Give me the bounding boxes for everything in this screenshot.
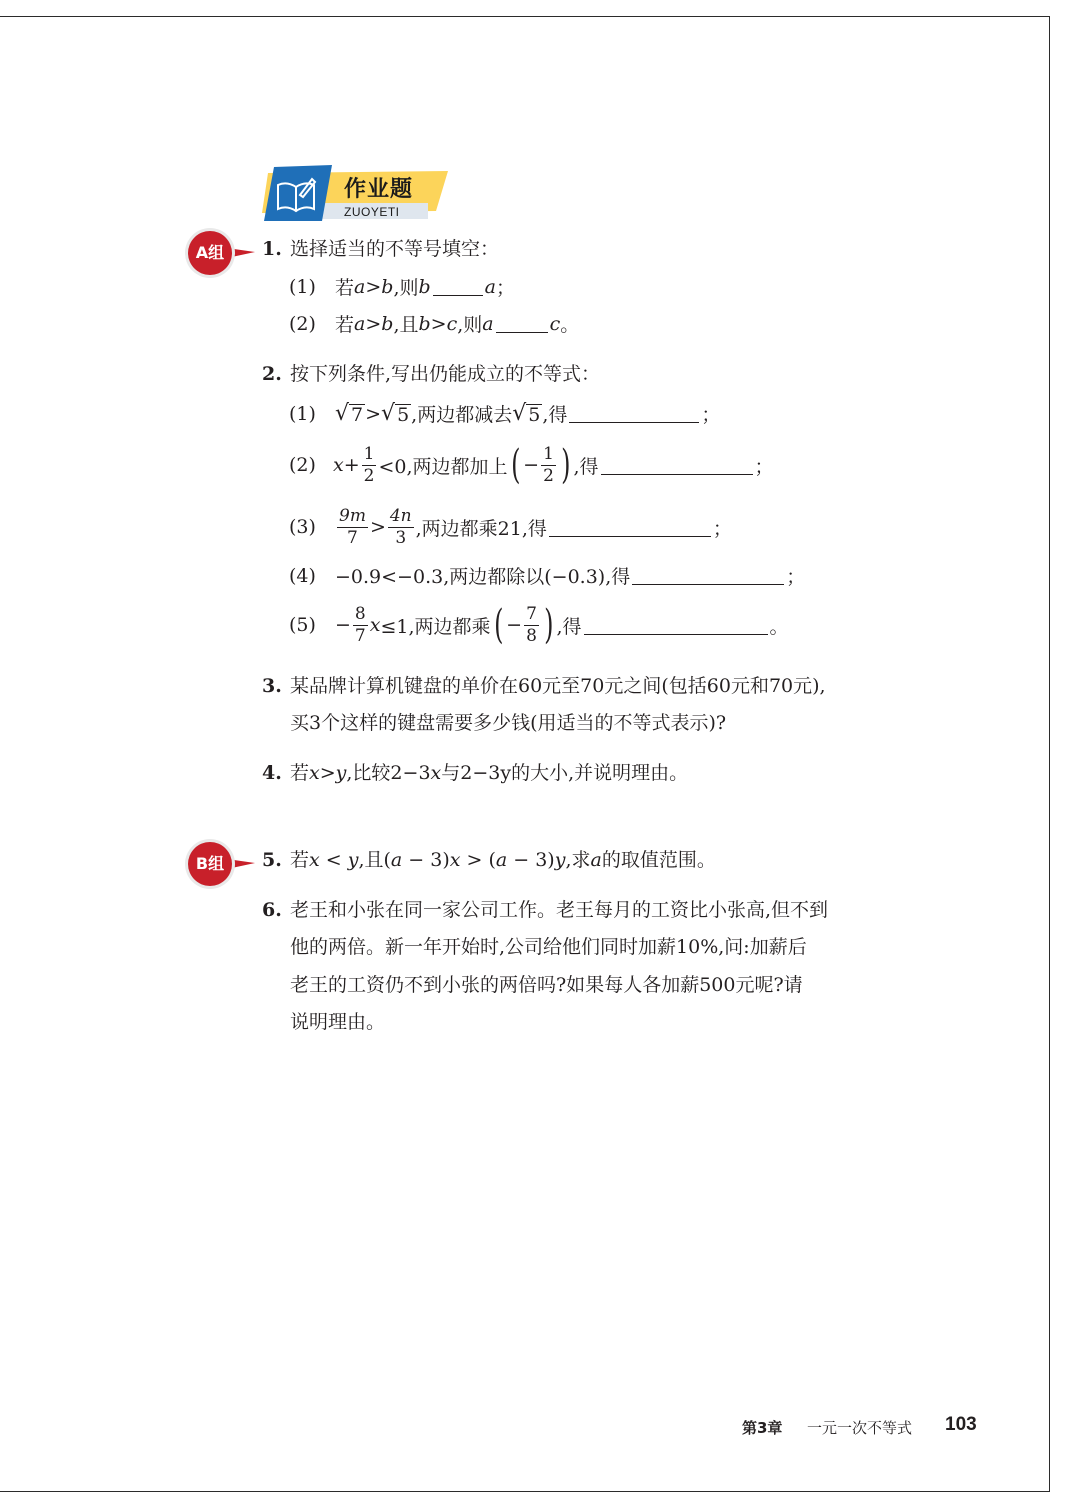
fraction [541, 444, 556, 487]
text: ,则 [393, 277, 419, 299]
text: 若 [335, 277, 355, 299]
right-paren: ) [561, 442, 571, 488]
question-2-part-5 [289, 600, 789, 650]
question-4-number: 4. [262, 762, 282, 784]
question-2-part-1 [289, 395, 720, 432]
fraction [388, 506, 414, 549]
var: b [418, 312, 431, 335]
part-index: (3) [289, 516, 316, 538]
radicand: 5 [397, 403, 410, 426]
sqrt-expression: √ 7 [335, 400, 364, 426]
question-4 [262, 755, 688, 792]
numerator: 1 [363, 443, 375, 464]
question-5-number: 5. [262, 849, 282, 871]
var: x [369, 614, 381, 636]
part-index: (2) [289, 454, 316, 476]
denominator: 7 [354, 625, 366, 646]
var: x [430, 762, 442, 784]
group-a-badge [183, 228, 255, 278]
var: b [381, 312, 394, 335]
right-paren: ) [544, 602, 554, 648]
denominator: 8 [526, 625, 537, 646]
question-6-line-2: 他的两倍。新一年开始时,公司给他们同时加薪10%,问:加薪后 [290, 936, 807, 958]
group-b-badge [183, 839, 255, 889]
answer-blank[interactable] [433, 277, 483, 296]
op: − [335, 614, 351, 636]
page-border-bottom [0, 1491, 1050, 1492]
text: ,得 [542, 404, 568, 426]
sqrt-expression: √ 5 [381, 400, 410, 426]
var: b [418, 275, 431, 298]
question-1-number: 1. [262, 238, 282, 260]
part-index: (1) [289, 275, 316, 298]
punct: 。 [769, 615, 789, 638]
answer-blank[interactable] [632, 566, 784, 585]
part-index: (5) [289, 614, 316, 636]
question-2-number: 2. [262, 363, 282, 385]
numerator: 4n [389, 505, 412, 526]
text: 的取值范围。 [601, 849, 716, 871]
radicand: 7 [351, 403, 364, 426]
var: y [554, 849, 566, 871]
fraction [362, 444, 377, 487]
text: ,则 [457, 314, 483, 336]
var: y [347, 849, 359, 871]
var: x [309, 849, 320, 871]
footer-chapter: 第3章 [742, 1419, 783, 1437]
question-6-line-1: 老王和小张在同一家公司工作。老王每月的工资比小张高,但不到 [290, 899, 829, 921]
question-6 [262, 892, 828, 929]
punct: 。 [560, 314, 580, 336]
var: y [335, 762, 347, 784]
text: 与2−3y的大小,并说明理由。 [441, 762, 689, 784]
left-paren: ( [510, 442, 521, 488]
answer-blank[interactable] [549, 518, 711, 537]
question-2-text: 按下列条件,写出仍能成立的不等式： [290, 363, 601, 385]
op: > [365, 275, 382, 298]
question-3-number: 3. [262, 675, 282, 697]
text: ,得 [556, 615, 582, 638]
text: ≤1,两边都乘 [380, 615, 491, 638]
page-footer [740, 1412, 985, 1442]
fraction [353, 604, 368, 647]
left-paren: ( [493, 602, 504, 648]
text: ,比较2−3 [346, 762, 431, 784]
question-6-line-4: 说明理由。 [290, 1011, 386, 1033]
question-2-part-3 [289, 502, 732, 552]
fraction [524, 604, 539, 647]
denominator: 2 [363, 465, 375, 486]
part-index: (2) [289, 312, 316, 335]
op: − [506, 614, 523, 636]
var: b [381, 275, 394, 298]
var: a [482, 312, 494, 335]
question-3-line-2: 买3个这样的键盘需要多少钱(用适当的不等式表示)? [290, 712, 727, 734]
header-title: 作业题 [344, 177, 414, 202]
page-border-top [0, 16, 1050, 17]
var: a [354, 312, 366, 335]
var: x [449, 849, 461, 871]
text: 若 [335, 314, 355, 336]
op: > [430, 312, 447, 335]
text: ,两边都乘21,得 [415, 517, 547, 540]
op: > [365, 312, 382, 335]
sqrt-expression: √ 5 [512, 400, 541, 426]
question-2 [262, 356, 600, 393]
var: a [390, 849, 403, 871]
text: 若 [290, 849, 310, 871]
question-2-part-2 [289, 440, 774, 490]
punct: ； [754, 455, 774, 478]
question-3-line-1: 某品牌计算机键盘的单价在60元至70元之间(包括60元和70元), [290, 675, 826, 697]
text: 若 [290, 762, 310, 784]
text: ,且( [358, 849, 391, 871]
answer-blank[interactable] [601, 456, 753, 475]
answer-blank[interactable] [496, 314, 548, 333]
question-1-part-1 [289, 268, 515, 305]
text: ,且 [393, 314, 419, 336]
var: x [333, 454, 344, 476]
question-6-number: 6. [262, 899, 282, 921]
question-5 [262, 842, 716, 879]
numerator: 9m [339, 505, 366, 526]
question-6-line-3: 老王的工资仍不到小张的两倍吗?如果每人各加薪500元呢?请 [290, 974, 803, 996]
group-a-label: A组 [195, 243, 225, 262]
part-index: (4) [289, 564, 316, 587]
numerator: 1 [543, 443, 554, 464]
section-header [260, 165, 450, 223]
numerator: 8 [354, 603, 366, 624]
page-border-right [1049, 16, 1050, 1492]
op: > [369, 516, 386, 538]
punct: ； [786, 566, 806, 588]
op: − [523, 454, 540, 476]
text: ,得 [573, 455, 599, 478]
var: x [309, 762, 320, 784]
footer-chapter-title: 一元一次不等式 [807, 1419, 913, 1437]
answer-blank[interactable] [569, 404, 699, 423]
op: + [343, 454, 360, 476]
var: a [495, 849, 508, 871]
header-subtitle: ZUOYETI [344, 205, 400, 219]
punct: ； [712, 517, 732, 540]
op: < [319, 849, 348, 871]
text: ,两边都减去 [411, 404, 513, 426]
question-3 [262, 668, 826, 705]
text: > ( [460, 849, 496, 871]
op: > [365, 402, 382, 425]
denominator: 3 [395, 527, 407, 548]
punct: ； [701, 404, 721, 426]
numerator: 7 [526, 603, 537, 624]
var: c [549, 312, 561, 335]
denominator: 7 [347, 527, 358, 548]
text: − 3) [507, 849, 555, 871]
question-2-part-4 [289, 557, 805, 594]
var: a [590, 849, 602, 871]
group-b-label: B组 [195, 854, 225, 873]
var: c [446, 312, 458, 335]
question-1 [262, 231, 499, 268]
punct: ； [495, 277, 515, 299]
text: <0,两边都加上 [378, 455, 508, 478]
radicand: 5 [528, 403, 541, 426]
var: a [354, 275, 366, 298]
answer-blank[interactable] [584, 616, 768, 635]
part-index: (1) [289, 402, 316, 425]
text: −0.9<−0.3,两边都除以(−0.3),得 [335, 566, 631, 588]
page-number: 103 [945, 1414, 977, 1435]
fraction [337, 506, 368, 549]
op: > [319, 762, 336, 784]
question-1-part-2 [289, 305, 579, 342]
denominator: 2 [543, 465, 554, 486]
var: a [484, 275, 496, 298]
text: ,求 [565, 849, 591, 871]
question-1-text: 选择适当的不等号填空： [290, 238, 500, 260]
text: − 3) [402, 849, 450, 871]
